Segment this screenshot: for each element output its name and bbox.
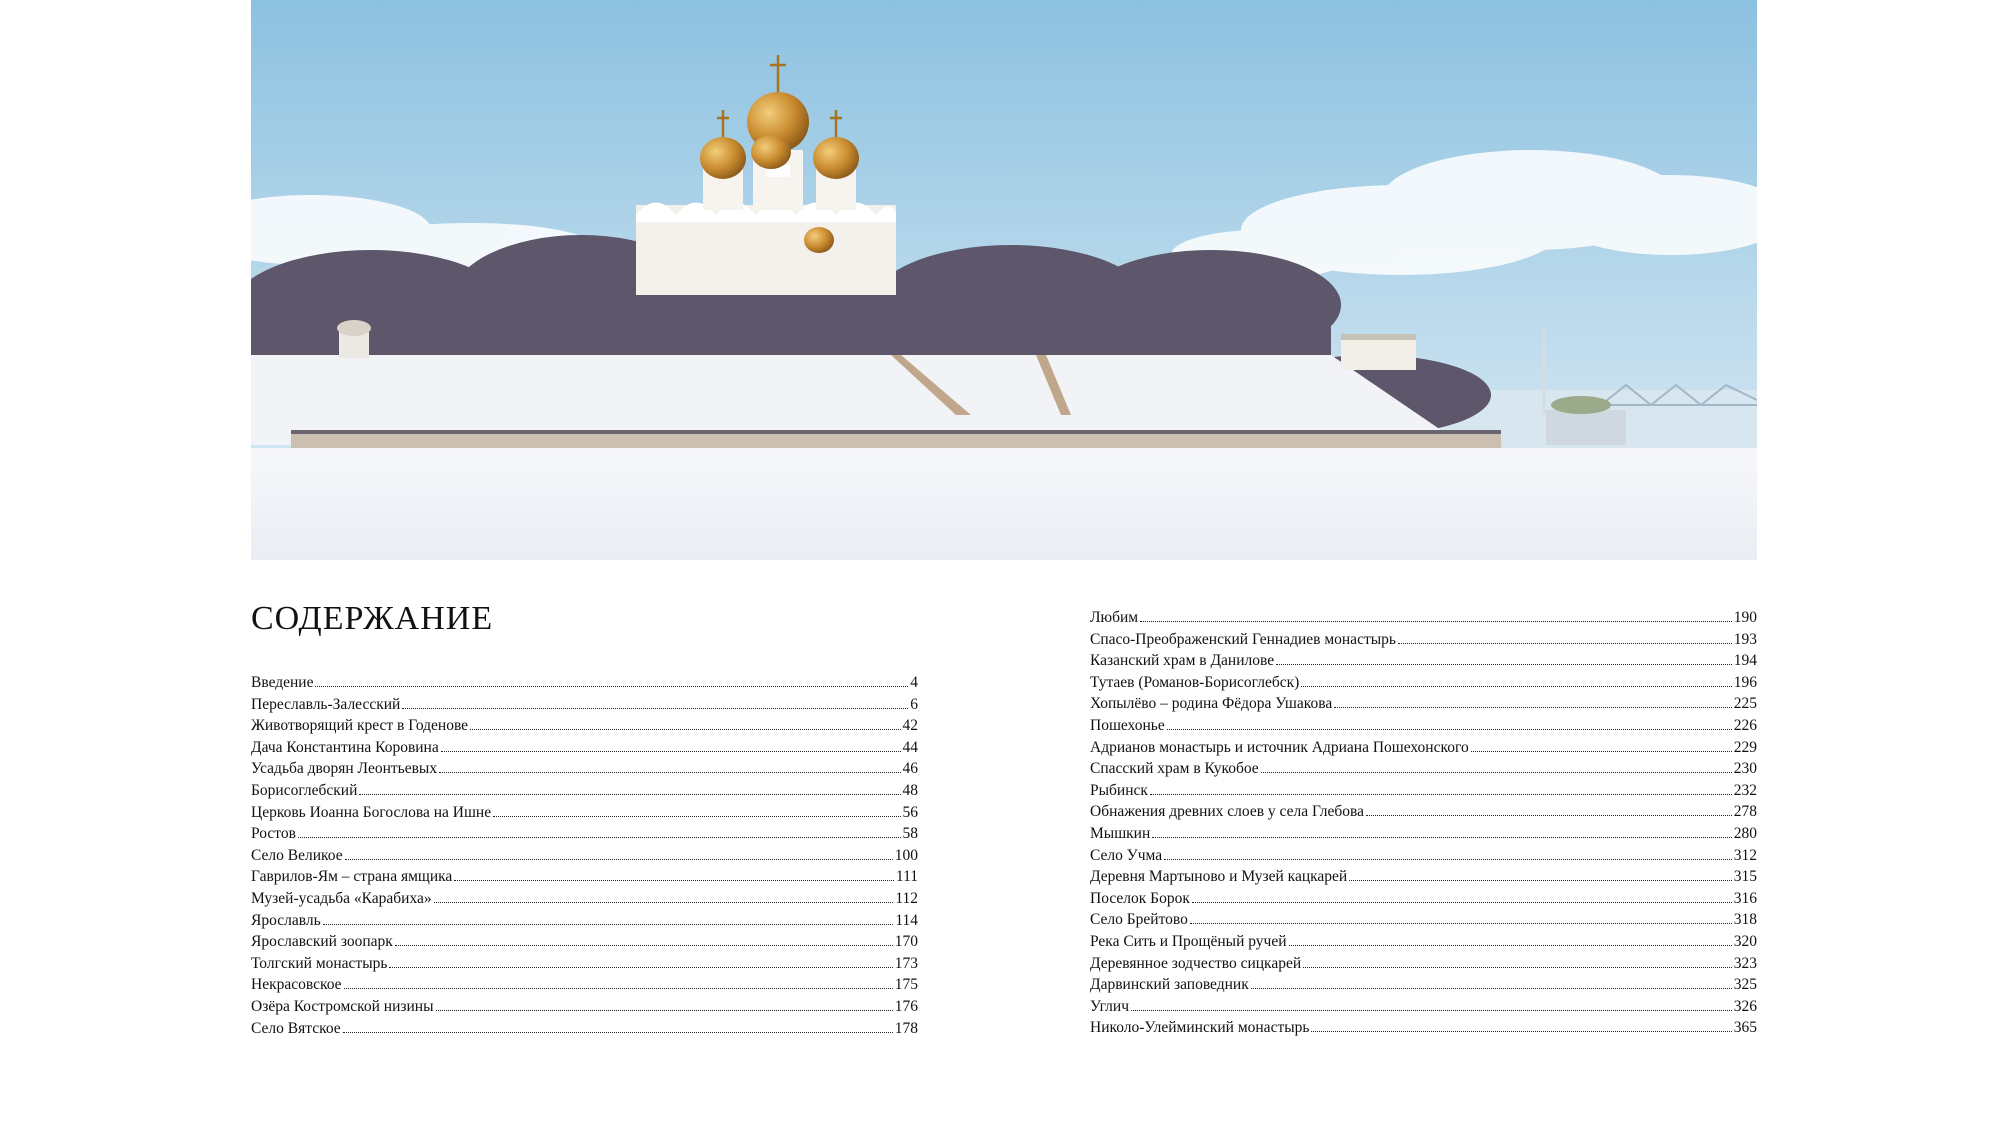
toc-entry-page: 175 [894,976,918,994]
toc-leader-dots [1366,815,1732,816]
toc-leader-dots [298,837,901,838]
toc-entry-label: Хопылёво – родина Фёдора Ушакова [1090,695,1333,713]
toc-entry-page: 178 [894,1019,918,1037]
toc-entry [251,910,918,932]
toc-entry-label: Пошехонье [1090,716,1165,734]
toc-leader-dots [389,967,892,968]
toc-entry-page: 193 [1733,630,1757,648]
toc-entry [1090,693,1757,715]
toc-entry-label: Ярославский зоопарк [251,933,393,951]
toc-entry-label: Адрианов монастырь и источник Адриана Пошехонского [1090,738,1469,756]
toc-entry-page: 323 [1733,954,1757,972]
toc-entry [1090,715,1757,737]
toc-leader-dots [323,924,894,925]
toc-entry-label: Озёра Костромской низины [251,997,434,1015]
toc-right-column [1090,607,1757,1039]
toc-entry [1090,737,1757,759]
toc-entry [251,780,918,802]
toc-entry [1090,888,1757,910]
toc-entry [1090,909,1757,931]
toc-entry-page: 56 [902,803,918,821]
toc-entry [1090,953,1757,975]
toc-entry [251,953,918,975]
toc-leader-dots [1261,772,1732,773]
toc-entry [251,758,918,780]
toc-entry-label: Дача Константина Коровина [251,738,439,756]
toc-entry-page: 280 [1733,824,1757,842]
header-photo [251,0,1757,560]
toc-entry-page: 170 [894,933,918,951]
toc-entry-label: Углич [1090,997,1130,1015]
toc-entry-page: 194 [1733,652,1757,670]
toc-entry-label: Поселок Борок [1090,889,1190,907]
toc-entry-label: Усадьба дворян Леонтьевых [251,760,438,778]
toc-leader-dots [1251,988,1732,989]
toc-entry-label: Казанский храм в Данилове [1090,652,1275,670]
toc-entry [1090,845,1757,867]
toc-entry-page: 232 [1733,781,1757,799]
toc-entry-label: Обнажения древних слоев у села Глебова [1090,803,1365,821]
toc-entry [251,931,918,953]
toc-entry [1090,866,1757,888]
toc-leader-dots [402,708,908,709]
toc-entry-page: 100 [894,846,918,864]
toc-entry [1090,823,1757,845]
toc-entry-page: 44 [902,738,918,756]
toc-entry-label: Деревня Мартыново и Музей кацкарей [1090,868,1348,886]
toc-leader-dots [1276,664,1732,665]
toc-entry-page: 225 [1733,695,1757,713]
toc-entry-label: Село Вятское [251,1019,341,1037]
toc-leader-dots [1140,621,1732,622]
toc-entry-page: 326 [1733,997,1757,1015]
toc-entry [251,672,918,694]
toc-entry [251,996,918,1018]
toc-entry-page: 176 [894,997,918,1015]
toc-leader-dots [439,772,900,773]
toc-entry-label: Музей-усадьба «Карабиха» [251,889,432,907]
toc-entry-page: 46 [902,760,918,778]
toc-entry-page: 320 [1733,932,1757,950]
toc-leader-dots [344,988,893,989]
toc-entry [1090,607,1757,629]
toc-entry-page: 278 [1733,803,1757,821]
toc-entry [251,1018,918,1040]
toc-leader-dots [1289,945,1732,946]
toc-entry-page: 112 [895,889,918,907]
toc-leader-dots [1471,751,1732,752]
toc-leader-dots [1398,643,1732,644]
toc-leader-dots [1150,794,1732,795]
toc-entry-page: 4 [910,674,918,691]
toc-entry-label: Введение [251,674,314,691]
toc-entry-page: 325 [1733,976,1757,994]
toc-left-column [251,672,918,1039]
toc-entry [1090,758,1757,780]
toc-entry-page: 111 [895,868,918,886]
toc-leader-dots [345,859,893,860]
toc-entry [1090,780,1757,802]
toc-leader-dots [1303,967,1732,968]
toc-entry-label: Река Сить и Прощёный ручей [1090,932,1287,950]
toc-entry-label: Гаврилов-Ям – страна ямщика [251,868,453,886]
toc-entry-label: Ярославль [251,911,321,929]
toc-entry-label: Толгский монастырь [251,954,388,972]
toc-leader-dots [1301,686,1731,687]
page-title: СОДЕРЖАНИЕ [251,600,494,637]
toc-leader-dots [395,945,893,946]
toc-entry-label: Переславль-Залесский [251,695,401,713]
toc-entry-label: Борисоглебский [251,781,358,799]
toc-leader-dots [470,729,900,730]
toc-entry-label: Некрасовское [251,976,342,994]
toc-leader-dots [1131,1010,1732,1011]
toc-entry-page: 315 [1733,868,1757,886]
toc-leader-dots [436,1010,893,1011]
toc-leader-dots [1311,1031,1731,1032]
toc-entry-label: Село Учма [1090,846,1163,864]
toc-entry-page: 226 [1733,716,1757,734]
toc-leader-dots [1192,902,1732,903]
toc-entry-label: Спасский храм в Кукобое [1090,760,1259,778]
toc-entry-label: Любим [1090,609,1139,626]
toc-entry [251,823,918,845]
toc-entry-page: 318 [1733,911,1757,929]
toc-entry-page: 173 [894,954,918,972]
toc-leader-dots [315,686,908,687]
toc-entry [251,974,918,996]
toc-entry-page: 312 [1733,846,1757,864]
toc-entry-label: Деревянное зодчество сицкарей [1090,954,1302,972]
cathedral-winter-photo-icon [251,0,1757,560]
toc-entry-label: Тутаев (Романов-Борисоглебск) [1090,673,1300,691]
toc-entry [1090,650,1757,672]
toc-entry-page: 229 [1733,738,1757,756]
toc-leader-dots [359,794,900,795]
toc-entry [1090,974,1757,996]
toc-entry-label: Церковь Иоанна Богослова на Ишне [251,803,492,821]
toc-entry-label: Спасо-Преображенский Геннадиев монастырь [1090,630,1396,648]
toc-leader-dots [1164,859,1732,860]
toc-leader-dots [343,1032,893,1033]
toc-entry-page: 58 [902,825,918,843]
toc-entry [1090,629,1757,651]
toc-leader-dots [454,880,894,881]
toc-leader-dots [1152,837,1731,838]
toc-entry-page: 365 [1733,1019,1757,1037]
toc-entry-page: 190 [1733,609,1757,626]
toc-entry-page: 114 [895,911,918,929]
toc-entry [1090,672,1757,694]
toc-entry [251,715,918,737]
toc-entry-page: 196 [1733,673,1757,691]
toc-entry [251,888,918,910]
toc-entry [251,866,918,888]
toc-leader-dots [1167,729,1732,730]
toc-leader-dots [441,751,901,752]
toc-entry [1090,801,1757,823]
toc-entry [251,845,918,867]
toc-entry-label: Село Великое [251,846,343,864]
toc-entry [1090,931,1757,953]
toc-entry [1090,996,1757,1018]
toc-entry [251,802,918,824]
toc-entry-label: Ростов [251,825,296,843]
toc-entry-label: Животворящий крест в Годенове [251,717,469,735]
toc-entry-page: 230 [1733,760,1757,778]
toc-entry-label: Дарвинский заповедник [1090,976,1249,994]
toc-entry-label: Рыбинск [1090,781,1148,799]
toc-entry-page: 316 [1733,889,1757,907]
toc-leader-dots [1190,923,1732,924]
toc-leader-dots [434,902,894,903]
toc-entry [251,694,918,716]
toc-entry [251,737,918,759]
toc-leader-dots [1349,880,1732,881]
toc-leader-dots [1334,707,1732,708]
toc-entry-page: 42 [902,717,918,735]
toc-entry [1090,1017,1757,1039]
toc-leader-dots [493,816,900,817]
toc-entry-page: 6 [910,695,918,713]
toc-entry-label: Николо-Улейминский монастырь [1090,1019,1310,1037]
toc-entry-label: Мышкин [1090,824,1151,842]
toc-entry-label: Село Брейтово [1090,911,1188,929]
toc-entry-page: 48 [902,781,918,799]
